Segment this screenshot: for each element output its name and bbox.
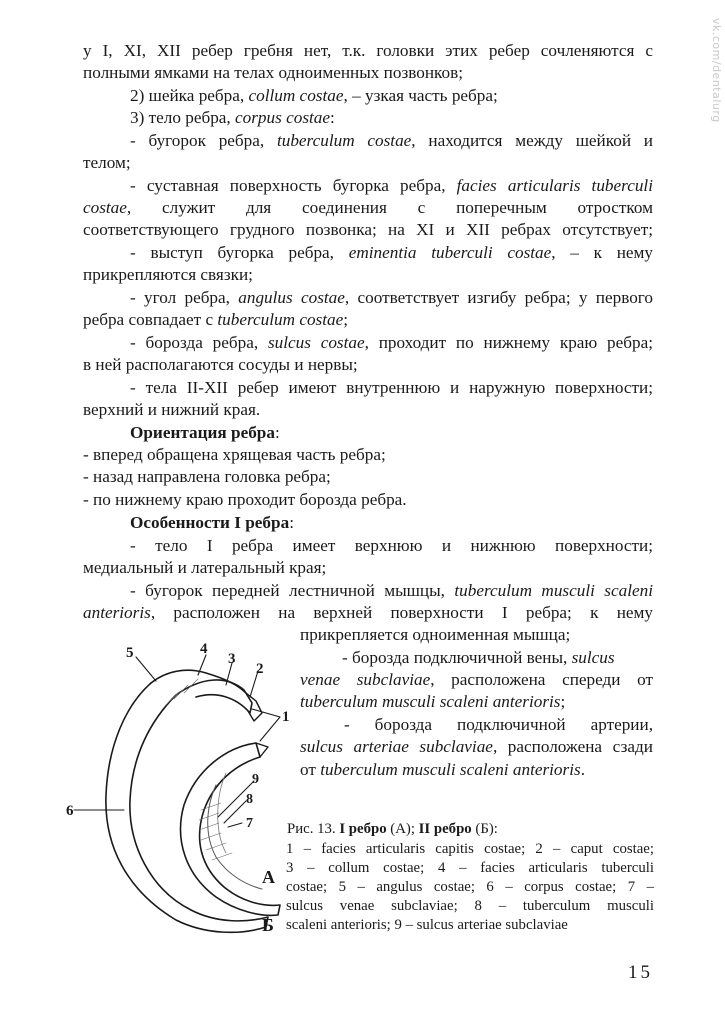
text-line: - выступ бугорка ребра, eminentia tuberculi costae, – к нему <box>130 243 653 262</box>
text-line: верхний и нижний края. <box>83 400 261 419</box>
page-number: 15 <box>628 962 653 983</box>
figure-label: 7 <box>246 816 253 831</box>
text-line: - борозда подключичной артерии, <box>344 715 653 734</box>
text-line: - по нижнему краю проходит борозда ребра. <box>83 490 407 509</box>
text-line: - борозда ребра, sulcus costae, проходит по нижнему краю ребра; <box>130 333 653 352</box>
figure-label: 6 <box>66 803 74 819</box>
figure-label: 2 <box>256 661 264 677</box>
figure-caption-line: costae; 5 – angulus costae; 6 – corpus costae; 7 – <box>286 879 654 895</box>
text-line: - бугорок передней лестничной мышцы, tuberculum musculi scaleni <box>130 581 653 600</box>
figure-label: 3 <box>228 651 236 667</box>
text-line: venae subclaviae, расположена спереди от <box>300 670 653 689</box>
rib-one-outline <box>106 680 268 932</box>
figure-label-b: Б <box>262 915 274 935</box>
text-line: - тело I ребра имеет верхнюю и нижнюю поверхности; <box>130 536 653 555</box>
text-line: от tuberculum musculi scaleni anterioris. <box>300 760 585 779</box>
figure-caption-line: 1 – facies articularis capitis costae; 2 – caput costae; <box>286 841 654 857</box>
text-line: ребра совпадает с tuberculum costae; <box>83 310 349 329</box>
text-line: - тела II-XII ребер имеют внутреннюю и наружную поверхности; <box>130 378 653 397</box>
figure-label: 9 <box>252 772 259 787</box>
section-heading: Ориентация ребра: <box>130 423 280 442</box>
text-line: прикрепляется одноименная мышца; <box>300 625 571 644</box>
text-line: полными ямками на телах одноименных позвонков; <box>83 63 463 82</box>
rib-two-outline <box>181 743 280 915</box>
text-line: - бугорок ребра, tuberculum costae, находится между шейкой и <box>130 131 653 150</box>
figure-caption-line: 3 – collum costae; 4 – facies articularis tuberculi <box>286 860 654 876</box>
figure-label-a: А <box>262 867 275 887</box>
figure-caption-line: scaleni anterioris; 9 – sulcus arteriae subclaviae <box>286 917 568 933</box>
text-line: 2) шейка ребра, collum costae, – узкая часть ребра; <box>130 86 498 105</box>
figure-caption-title: Рис. 13. I ребро (А); II ребро (Б): <box>287 821 498 837</box>
text-line: - угол ребра, angulus costae, соответствует изгибу ребра; у первого <box>130 288 653 307</box>
text-line: - борозда подключичной вены, sulcus <box>342 648 615 667</box>
text-line: tuberculum musculi scaleni anterioris; <box>300 692 566 711</box>
text-line: - вперед обращена хрящевая часть ребра; <box>83 445 386 464</box>
text-line: anterioris, расположен на верхней поверхности I ребра; к нему <box>83 603 653 622</box>
figure-label: 8 <box>246 792 253 807</box>
text-line: телом; <box>83 153 131 172</box>
figure-label: 4 <box>200 641 208 657</box>
text-line: медиальный и латеральный края; <box>83 558 327 577</box>
figure-label: 5 <box>126 645 134 661</box>
text-line: sulcus arteriae subclaviae, расположена сзади <box>300 737 654 756</box>
watermark: vk.com/dentalurg <box>710 18 723 123</box>
figure-label: 1 <box>282 709 290 725</box>
rib-figure <box>66 635 296 945</box>
text-line: соответствующего грудного позвонка; на XI и XII ребрах отсутствует; <box>83 220 653 239</box>
text-line: costae, служит для соединения с поперечным отростком <box>83 198 653 217</box>
section-heading: Особенности I ребра: <box>130 513 294 532</box>
text-line: в ней располагаются сосуды и нервы; <box>83 355 358 374</box>
text-line: - суставная поверхность бугорка ребра, facies articularis tuberculi <box>130 176 653 195</box>
text-line: 3) тело ребра, corpus costae: <box>130 108 335 127</box>
text-line: - назад направлена головка ребра; <box>83 467 331 486</box>
text-line: прикрепляются связки; <box>83 265 253 284</box>
figure-caption-line: sulcus venae subclaviae; 8 – tuberculum musculi <box>286 898 654 914</box>
text-line: у I, XI, XII ребер гребня нет, т.к. головки этих ребер сочленяются с <box>83 41 653 60</box>
